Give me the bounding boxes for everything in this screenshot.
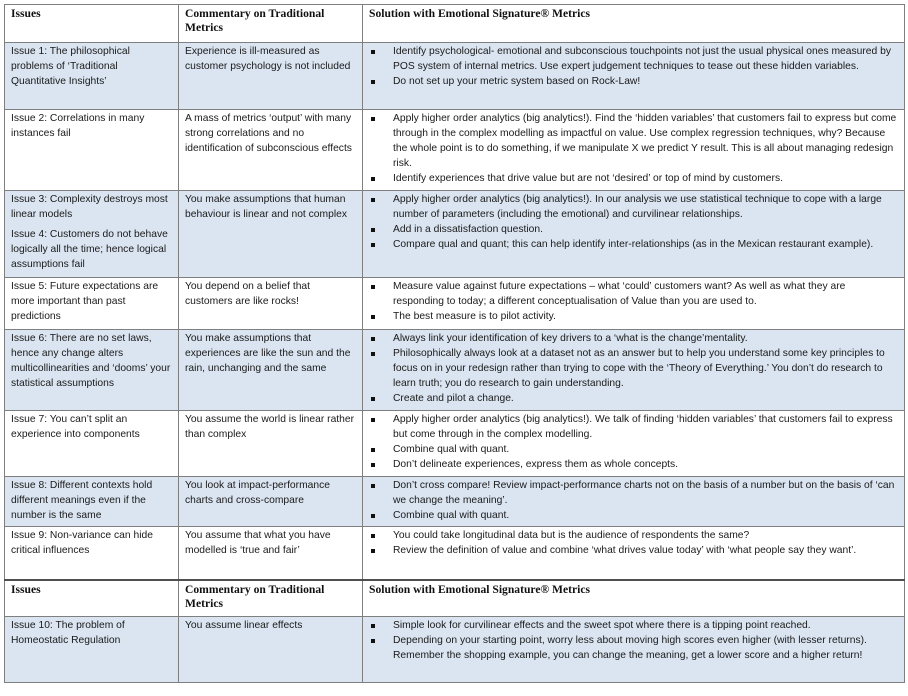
table-row xyxy=(5,411,905,477)
table-row xyxy=(5,477,905,527)
commentary-cell: You look at impact-performance charts and cross-compare xyxy=(179,477,363,527)
issue-cell: Issue 7: You can’t split an experience into components xyxy=(5,411,179,477)
issue-text: Issue 3: Complexity destroys most linear models xyxy=(11,194,168,220)
solution-bullet: Measure value against future expectations – what ‘could’ customers want? As well as what they are responding to today; a different conceptualisation of Value than you are used to. xyxy=(369,279,899,309)
commentary-cell: You assume that what you have modelled is ‘true and fair’ xyxy=(179,527,363,580)
solution-bullet: Identify experiences that drive value but are not ‘desired’ or top of mind by customers. xyxy=(369,171,899,186)
solution-cell xyxy=(363,477,905,527)
commentary-cell: You assume the world is linear rather than complex xyxy=(179,411,363,477)
solution-bullet: Don’t cross compare! Review impact-performance charts not on the basis of a number but on the basis of ‘can we change the meaning’. xyxy=(369,478,899,508)
header-row xyxy=(5,5,905,43)
commentary-cell: You make assumptions that human behaviour is linear and not complex xyxy=(179,191,363,278)
solution-bullet: Add in a dissatisfaction question. xyxy=(369,222,899,237)
solution-cell xyxy=(363,110,905,191)
issue-cell: Issue 2: Correlations in many instances fail xyxy=(5,110,179,191)
table-row xyxy=(5,330,905,411)
solution-bullet: Simple look for curvilinear effects and the sweet spot where there is a tipping point reached. xyxy=(369,618,899,633)
solution-cell xyxy=(363,617,905,683)
solution-bullet: Depending on your starting point, worry less about moving high scores even higher (with lesser returns). Remember the shopping example, you can change the meaning, get a lower score and a higher return! xyxy=(369,633,899,663)
header-solution: Solution with Emotional Signature® Metrics xyxy=(363,5,905,43)
commentary-cell: You make assumptions that experiences are like the sun and the rain, unchanging and the same xyxy=(179,330,363,411)
solution-bullet: Apply higher order analytics (big analytics!). In our analysis we use statistical technique to cope with a large number of parameters (including the emotional) and curvilinear relationships. xyxy=(369,192,899,222)
table-row xyxy=(5,617,905,683)
commentary-cell: A mass of metrics ‘output’ with many strong correlations and no identification of subconscious effects xyxy=(179,110,363,191)
issue-cell: Issue 6: There are no set laws, hence any change alters multicollinearities and ‘dooms’ your statistical assumptions xyxy=(5,330,179,411)
header-row-repeat xyxy=(5,580,905,617)
issue-cell: Issue 5: Future expectations are more important than past predictions xyxy=(5,278,179,330)
solution-bullet: Always link your identification of key drivers to a ‘what is the change’mentality. xyxy=(369,331,899,346)
issue-cell xyxy=(5,191,179,278)
solution-bullet: The best measure is to pilot activity. xyxy=(369,309,899,324)
commentary-cell: Experience is ill-measured as customer psychology is not included xyxy=(179,43,363,110)
issue-cell: Issue 10: The problem of Homeostatic Regulation xyxy=(5,617,179,683)
table-row xyxy=(5,278,905,330)
solution-bullet: Review the definition of value and combine ‘what drives value today’ with ‘what people say they want’. xyxy=(369,543,899,558)
solution-bullet: Compare qual and quant; this can help identify inter-relationships (as in the Mexican restaurant example). xyxy=(369,237,899,252)
solution-bullet: Combine qual with quant. xyxy=(369,442,899,457)
solution-bullet: Don’t delineate experiences, express them as whole concepts. xyxy=(369,457,899,472)
solution-cell xyxy=(363,43,905,110)
solution-bullet: Philosophically always look at a dataset not as an answer but to help you understand some key principles to focus on in your redesign rather than trying to cope with the ‘Theory of Everything.’ You don’t do research to learn truth; you do research to gain understanding. xyxy=(369,346,899,391)
header-commentary: Commentary on Traditional Metrics xyxy=(179,5,363,43)
solution-bullet: Create and pilot a change. xyxy=(369,391,899,406)
solution-cell xyxy=(363,411,905,477)
issue-text-secondary: Issue 4: Customers do not behave logically all the time; hence logical assumptions fail xyxy=(11,229,168,270)
header-issues: Issues xyxy=(5,580,179,617)
table-row xyxy=(5,527,905,580)
solution-bullet: Identify psychological- emotional and subconscious touchpoints not just the usual physical ones measured by POS system of internal metrics. Use expert judgement techniques to tease out these hidden variables. xyxy=(369,44,899,74)
table-row xyxy=(5,110,905,191)
issue-cell: Issue 1: The philosophical problems of ‘Traditional Quantitative Insights’ xyxy=(5,43,179,110)
issue-cell: Issue 9: Non-variance can hide critical influences xyxy=(5,527,179,580)
header-issues: Issues xyxy=(5,5,179,43)
solution-bullet: Do not set up your metric system based on Rock-Law! xyxy=(369,74,899,89)
commentary-cell: You assume linear effects xyxy=(179,617,363,683)
header-solution: Solution with Emotional Signature® Metrics xyxy=(363,580,905,617)
commentary-cell: You depend on a belief that customers are like rocks! xyxy=(179,278,363,330)
solution-bullet: Apply higher order analytics (big analytics!). Find the ‘hidden variables’ that customers fail to express but come through in the complex modelling as impactful on value. Use complex regression techniques, why? Because the whole point is to do something, if we manipulate X we predict Y result. This is all about managing redesign risk. xyxy=(369,111,899,171)
solution-cell xyxy=(363,330,905,411)
table-row xyxy=(5,191,905,278)
issue-cell: Issue 8: Different contexts hold different meanings even if the number is the same xyxy=(5,477,179,527)
table-row xyxy=(5,43,905,110)
solution-bullet: You could take longitudinal data but is the audience of respondents the same? xyxy=(369,528,899,543)
solution-bullet: Combine qual with quant. xyxy=(369,508,899,523)
solution-cell xyxy=(363,527,905,580)
metrics-comparison-table xyxy=(4,4,905,683)
solution-cell xyxy=(363,191,905,278)
solution-cell xyxy=(363,278,905,330)
solution-bullet: Apply higher order analytics (big analytics!). We talk of finding ‘hidden variables’ that customers fail to express but come through in the complex modelling. xyxy=(369,412,899,442)
header-commentary: Commentary on Traditional Metrics xyxy=(179,580,363,617)
